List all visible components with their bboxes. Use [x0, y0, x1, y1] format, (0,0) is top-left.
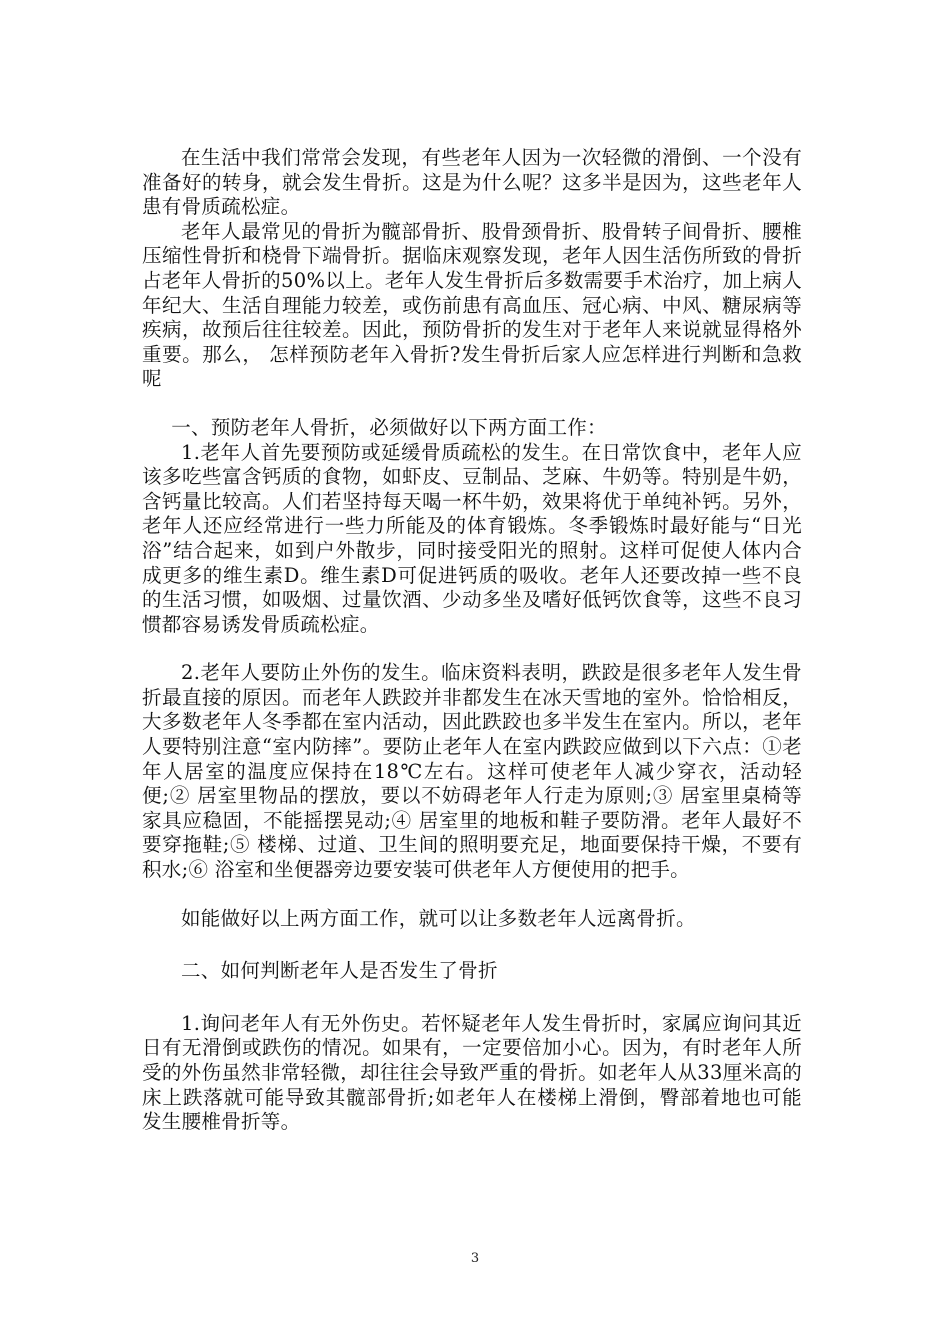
paragraph-summary: 如能做好以上两方面工作，就可以让多数老年人远离骨折。 — [181, 906, 696, 930]
spacer — [142, 883, 802, 907]
spacer — [142, 931, 802, 959]
section-heading-prevention: 一、预防老年人骨折，必须做好以下两方面工作： — [171, 415, 607, 439]
paragraph-intro: 在生活中我们常常会发现，有些老年人因为一次轻微的滑倒、一个没有准备好的转身，就会发生骨折。这是为什么呢？这多半是因为，这些老年人患有骨质疏松症。 — [142, 146, 802, 219]
page-number: 3 — [470, 1251, 480, 1266]
paragraph-injury-prevention: 2.老年人要防止外伤的发生。临床资料表明，跌跤是很多老年人发生骨折最直接的原因。而老年人跌跤并非都发生在冰天雪地的室外。恰恰相反，大多数老年人冬季都在室内活动，因此跌跤也多半发生在室内。所以，老年人要特别注意“室内防摔”。要防止老年人在室内跌跤应做到以下六点：①老年人居室的温度应保持在18℃左右。这样可使老年人减少穿衣，活动轻便;② 居室里物品的摆放，要以不妨碍老年人行走为原则;③ 居室里桌椅等家具应稳固，不能摇摆晃动;④ 居室里的地板和鞋子要防滑。老年人最好不要穿拖鞋;⑤ 楼梯、过道、卫生间的照明要充足，地面要保持干燥，不要有积水;⑥ 浴室和坐便器旁边要安装可供老年人方便使用的把手。 — [142, 661, 802, 882]
spacer — [142, 637, 802, 661]
paragraph-osteoporosis-prevention: 1.老年人首先要预防或延缓骨质疏松的发生。在日常饮食中，老年人应该多吃些富含钙质的食物，如虾皮、豆制品、芝麻、牛奶等。特别是牛奶，含钙量比较高。人们若坚持每天喝一杯牛奶，效果将优于单纯补钙。另外，老年人还应经常进行一些力所能及的体育锻炼。冬季锻炼时最好能与“日光浴”结合起来，如到户外散步，同时接受阳光的照射。这样可促使人体内合成更多的维生素D。维生素D可促进钙质的吸收。老年人还要改掉一些不良的生活习惯，如吸烟、过量饮酒、少动多坐及嗜好低钙饮食等，这些不良习惯都容易诱发骨质疏松症。 — [142, 440, 802, 636]
spacer — [142, 984, 802, 1012]
spacer — [142, 392, 802, 416]
paragraph-common-fractures: 老年人最常见的骨折为髋部骨折、股骨颈骨折、股骨转子间骨折、腰椎压缩性骨折和桡骨下端骨折。据临床观察发现，老年人因生活伤所致的骨折占老年人骨折的50%以上。老年人发生骨折后多数需要手术治疗，加上病人年纪大、生活自理能力较差，或伤前患有高血压、冠心病、中风、糖尿病等疾病，故预后往往较差。因此，预防骨折的发生对于老年人来说就显得格外重要。那么， 怎样预防老年入骨折?发生骨折后家人应怎样进行判断和急救呢 — [142, 219, 802, 391]
section-heading-diagnosis: 二、如何判断老年人是否发生了骨折 — [181, 959, 498, 983]
document-body — [142, 146, 802, 1135]
paragraph-injury-history: 1.询问老年人有无外伤史。若怀疑老年人发生骨折时，家属应询问其近日有无滑倒或跌伤的情况。如果有，一定要倍加小心。因为，有时老年人所受的外伤虽然非常轻微，却往往会导致严重的骨折。如老年人从33厘米高的床上跌落就可能导致其髋部骨折;如老年人在楼梯上滑倒，臀部着地也可能发生腰椎骨折等。 — [142, 1011, 802, 1134]
